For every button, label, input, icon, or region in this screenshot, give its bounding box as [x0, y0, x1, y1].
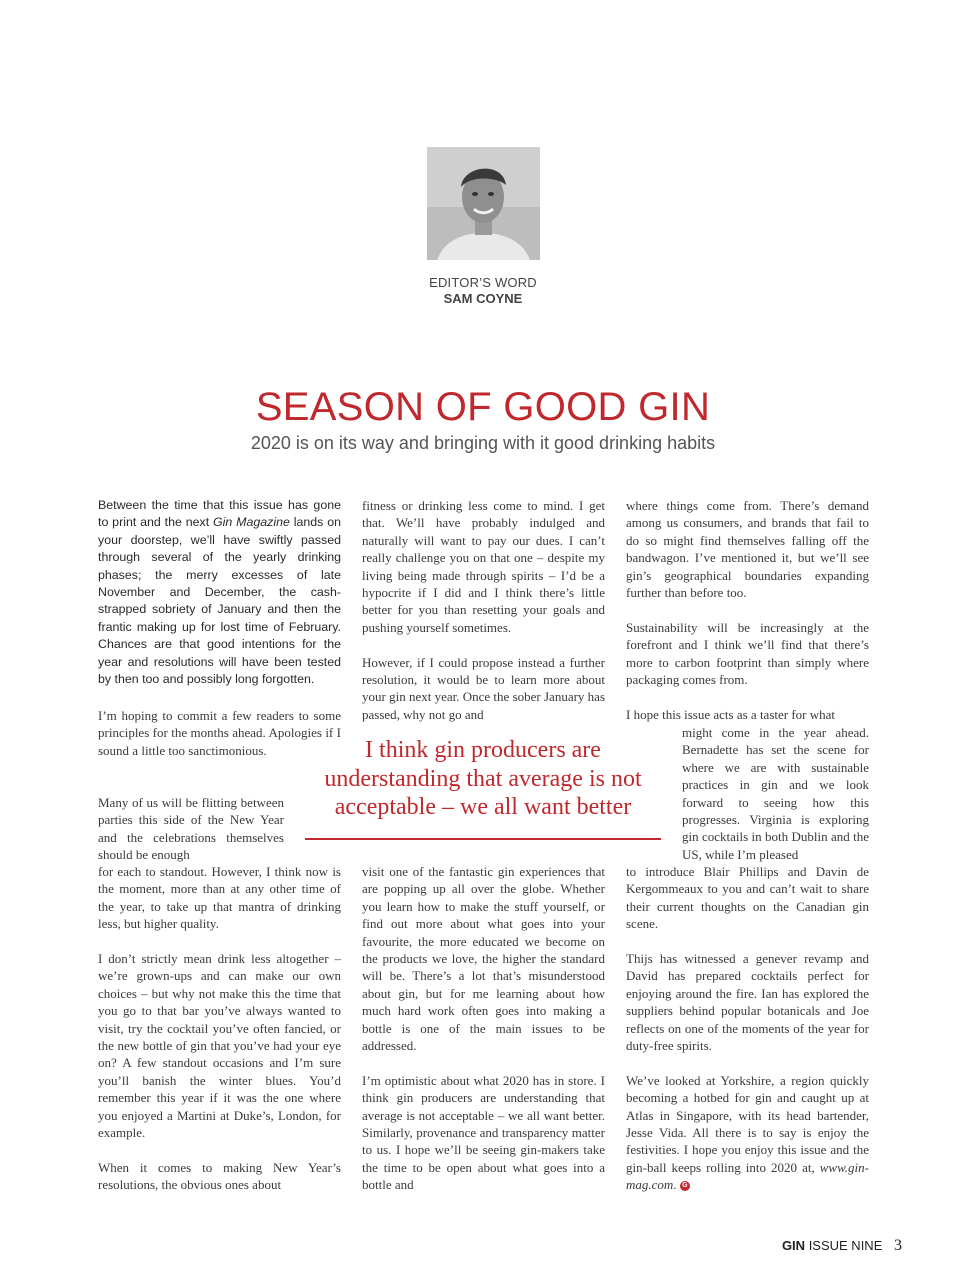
paragraph [98, 497, 341, 688]
pull-quote: I think gin producers are understanding that average is not acceptable – we all want better [324, 737, 642, 820]
footer-brand: GIN [781, 1238, 806, 1253]
pull-quote-rule [305, 838, 661, 840]
editor-portrait [427, 147, 540, 260]
paragraph: might come in the year ahead. Bernadette has set the scene for where we are with sustainable practices in gin and we look forward to seeing how this progresses. Virginia is exploring gin cocktails in both Dublin and the US, while I’m pleased [682, 725, 869, 862]
gin-mag-logo-icon: G [680, 1181, 690, 1191]
paragraph: I’m optimistic about what 2020 has in store. I think gin producers are understanding that average is not acceptable – we all want better. Similarly, provenance and transparency matter to us. I hope we’ll be seeing gin-makers take the time to be open about what goes into a bottle and [362, 1072, 605, 1193]
paragraph: When it comes to making New Year’s resolutions, the obvious ones about [98, 1159, 341, 1193]
paragraph: to introduce Blair Phillips and Davin de Kergommeaux to you and can’t wait to share their current thoughts on the Canadian gin scene. [626, 864, 869, 932]
section-label: EDITOR’S WORD [429, 275, 537, 290]
column-3-top [626, 497, 869, 741]
byline [383, 275, 583, 306]
author-name: SAM COYNE [443, 291, 523, 306]
footer-issue: ISSUE NINE [808, 1238, 883, 1253]
article-subtitle: 2020 is on its way and bringing with it good drinking habits [250, 433, 716, 453]
paragraph: I hope this issue acts as a taster for what [626, 706, 836, 722]
article-title: SEASON OF GOOD GIN [255, 385, 711, 429]
text-run: lands on your doorstep, we’ll have swiftly passed through several of the yearly drinking phases; the merry excesses of late November and December, the cash-strapped sobriety of January and then the frantic making up for lost time of February. Chances are that good intentions for the year and resolutions will have been tested by then too and possibly long forgotten. [98, 515, 342, 687]
paragraph: Many of us will be flitting between parties this side of the New Year and the celebrations themselves should be enough [98, 795, 284, 863]
column-3-wrap [682, 724, 869, 881]
column-2-bottom [362, 863, 605, 1211]
paragraph [626, 1072, 869, 1194]
page-number: 3 [894, 1237, 902, 1254]
column-3-bottom [626, 863, 869, 1211]
paragraph: I don’t strictly mean drink less altogether – we’re grown-ups and can make our own choices – but why not make this the time that you go to that bar you’ve always wanted to visit, try the cocktail you’ve often fancied, or the new bottle of gin that you’ve had your eye on? A few standout occasions and I’m sure you’ll banish the winter blues. You’d remember this year if it was the one where you enjoyed a Martini at Duke’s, London, for example. [98, 951, 341, 1141]
paragraph: fitness or drinking less come to mind. I get that. We’ll have probably indulged and naturally will want to pay our dues. I can’t really challenge you on that one – despite my living being made through spirits – I’d be a hypocrite if I did and I think there’s little better for you than resetting your goals and pushing yourself sometimes. [362, 498, 605, 635]
text-run: Between the time that this issue has gone to print and the next [98, 498, 341, 530]
website-link[interactable]: www.gin-mag.com [626, 1159, 869, 1193]
column-1-continued [98, 863, 341, 1211]
magazine-title: Gin Magazine [213, 515, 290, 530]
text-run: We’ve looked at Yorkshire, a region quickly becoming a hotbed for gin and caught up at Atlas in Singapore, with its head bartender, Jesse Vida. All there is to say is enjoy the festivities. I hope you enjoy this issue and the gin-ball keeps rolling into 2020 at, [626, 1072, 869, 1175]
paragraph: for each to standout. However, I think now is the moment, more than at any other time of the year, to take up that mantra of drinking less, but higher quality. [98, 864, 341, 932]
paragraph: visit one of the fantastic gin experiences that are popping up all over the globe. Whether you learn how to make the stuff yourself, or find out more about what goes into your favourite, the more educated we become on the products we love, the higher the standard will be. There’s a lot that’s misunderstood about gin, but for me learning about how much hard work often goes into making a bottle is one of the main issues to be addressed. [362, 864, 605, 1054]
paragraph: Thijs has witnessed a genever revamp and David has prepared cocktails perfect for enjoying around the fire. Ian has explored the suppliers behind popular botanicals and Joe reflects on one of the moments of the year for duty-free spirits. [626, 951, 869, 1054]
paragraph: where things come from. There’s demand among us consumers, and brands that fail to do so might find themselves falling off the bandwagon. I’ve mentioned it, but we’ll see gin’s geographical boundaries expanding further than before too. [626, 498, 869, 601]
column-2-top [362, 497, 605, 741]
text-run: . [673, 1177, 677, 1193]
editor-portrait-image [427, 147, 540, 260]
column-1-intro [98, 497, 341, 706]
paragraph: I’m hoping to commit a few readers to some principles for the months ahead. Apologies if I sound a little too sanctimonious. [98, 708, 341, 758]
page-footer [782, 1237, 902, 1255]
paragraph: However, if I could propose instead a further resolution, it would be to learn more about your gin next year. Once the sober January has passed, why not go and [362, 654, 605, 722]
paragraph: Sustainability will be increasingly at the forefront and I think we’ll find that there’s more to carbon footprint than simply where packaging comes from. [626, 619, 869, 688]
